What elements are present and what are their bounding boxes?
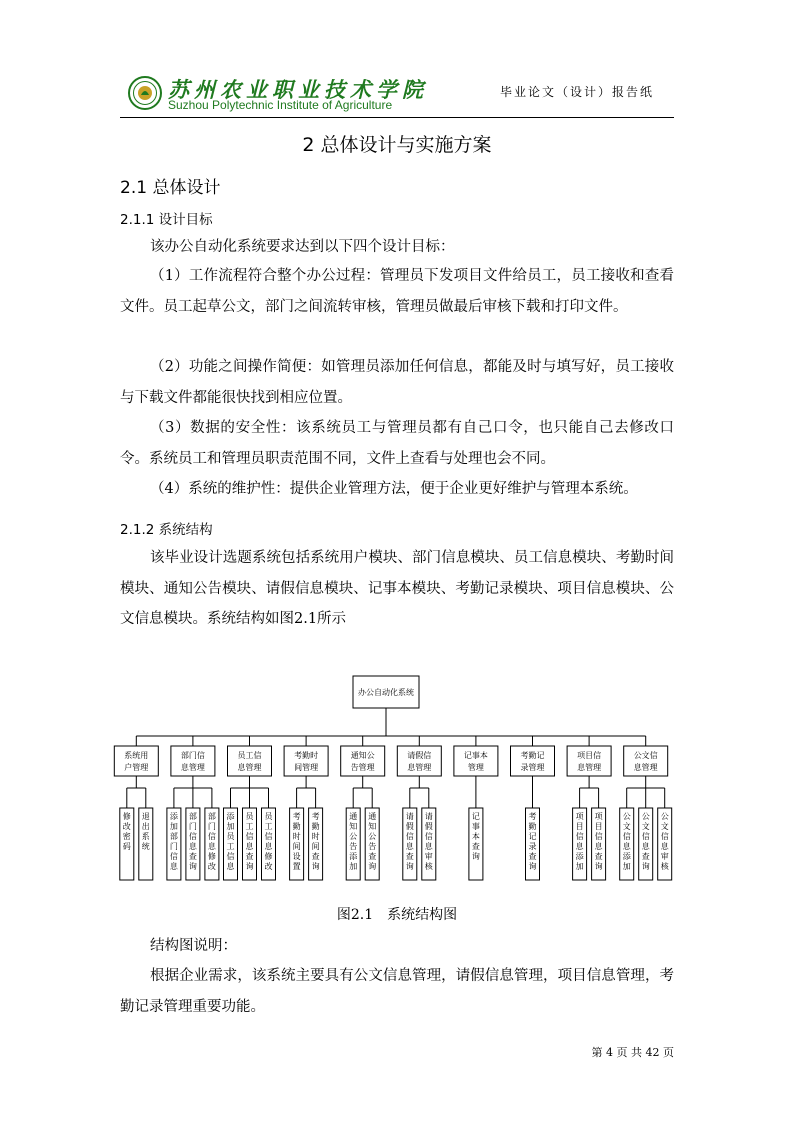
paragraph-goal-3: （3）数据的安全性：该系统员工与管理员都有自己口令，也只能自己去修改口令。系统员工和管理员职责范围不同，文件上查看与处理也会不同。 bbox=[120, 420, 674, 467]
paragraph-goal-4: （4）系统的维护性：提供企业管理方法，便于企业更好维护与管理本系统。 bbox=[150, 481, 638, 497]
diagram-function-label: 公文信息添加 bbox=[622, 812, 631, 871]
system-structure-diagram bbox=[108, 668, 674, 890]
section-title: 2.1 总体设计 bbox=[120, 178, 221, 198]
diagram-module-label-line2: 息管理 bbox=[237, 763, 262, 772]
paragraph-structure: 该毕业设计选题系统包括系统用户模块、部门信息模块、员工信息模块、考勤时间模块、通知公告模块、请假信息模块、记事本模块、考勤记录模块、项目信息模块、公文信息模块。系统结构如图2.1所示 bbox=[120, 550, 674, 627]
header-divider bbox=[120, 117, 674, 118]
diagram-module-label-line2: 管理 bbox=[467, 763, 484, 772]
paragraph-goal-1: （1）工作流程符合整个办公过程：管理员下发项目文件给员工，员工接收和查看文件。员工起草公文，部门之间流转审核，管理员做最后审核下载和打印文件。 bbox=[120, 268, 674, 315]
diagram-function-label: 考勤时间查询 bbox=[311, 812, 320, 871]
diagram-module-label-line2: 息管理 bbox=[577, 763, 602, 772]
subsection-title-goals: 2.1.1 设计目标 bbox=[120, 212, 213, 228]
diagram-module-label: 通知公 bbox=[350, 751, 375, 760]
diagram-module-label: 考勤时 bbox=[294, 751, 319, 760]
figure-caption: 图2.1 系统结构图 bbox=[336, 907, 458, 923]
paragraph-intro: 该办公自动化系统要求达到以下四个设计目标： bbox=[150, 239, 455, 255]
diagram-function-label: 通知公告添加 bbox=[349, 812, 358, 871]
diagram-function-label: 添加部门信息 bbox=[169, 812, 178, 871]
subsection-title-structure: 2.1.2 系统结构 bbox=[120, 522, 213, 538]
diagram-function-label: 部门信息查询 bbox=[188, 812, 197, 871]
diagram-module-label-line2: 录管理 bbox=[520, 763, 545, 772]
diagram-function-label: 员工信息修改 bbox=[264, 812, 273, 871]
diagram-module-label-line2: 户管理 bbox=[124, 763, 149, 772]
diagram-function-label: 公文信息审核 bbox=[660, 812, 669, 871]
document-type-label: 毕业论文（设计）报告纸 bbox=[500, 85, 655, 99]
diagram-function-label: 部门信息修改 bbox=[207, 812, 216, 871]
school-name-chinese: 苏州农业职业技术学院 bbox=[168, 78, 428, 102]
school-seal-logo bbox=[128, 76, 162, 110]
diagram-module-label: 记事本 bbox=[463, 751, 488, 760]
chapter-title: 2 总体设计与实施方案 bbox=[302, 134, 492, 156]
diagram-module-label-line2: 间管理 bbox=[294, 763, 319, 772]
paragraph-goal-2: （2）功能之间操作简便：如管理员添加任何信息，都能及时与填写好，员工接收与下载文件都能很快找到相应位置。 bbox=[120, 359, 674, 406]
diagram-module-label-line2: 告管理 bbox=[350, 763, 375, 772]
diagram-module-label-line2: 息管理 bbox=[407, 763, 432, 772]
diagram-function-label: 员工信息查询 bbox=[245, 812, 254, 871]
diagram-module-label: 考勤记 bbox=[520, 751, 545, 760]
diagram-function-label: 项目信息查询 bbox=[594, 812, 603, 871]
diagram-function-label: 修改密码 bbox=[122, 812, 131, 851]
diagram-module-label-line2: 息管理 bbox=[180, 763, 205, 772]
diagram-module-label: 请假信 bbox=[407, 751, 432, 760]
diagram-function-label: 记事本查询 bbox=[471, 812, 480, 861]
diagram-function-label: 通知公告查询 bbox=[368, 812, 377, 871]
diagram-module-label: 系统用 bbox=[124, 751, 149, 760]
diagram-function-label: 公文信息查询 bbox=[641, 812, 650, 871]
diagram-module-label: 项目信 bbox=[577, 751, 602, 760]
diagram-function-label: 退出系统 bbox=[141, 812, 150, 851]
diagram-function-label: 考勤记录查询 bbox=[528, 812, 537, 871]
paragraph-note: 根据企业需求，该系统主要具有公文信息管理，请假信息管理，项目信息管理，考勤记录管理重要功能。 bbox=[120, 968, 674, 1015]
diagram-function-label: 项目信息添加 bbox=[575, 812, 584, 871]
school-name-english: Suzhou Polytechnic Institute of Agriculture bbox=[168, 98, 393, 112]
page-footer: 第 4 页 共 42 页 bbox=[591, 1046, 674, 1059]
diagram-module-label: 公文信 bbox=[633, 751, 658, 760]
diagram-function-label: 添加员工信息 bbox=[226, 812, 235, 871]
diagram-function-label: 请假信息审核 bbox=[424, 812, 433, 871]
paragraph-note-title: 结构图说明： bbox=[150, 938, 237, 954]
diagram-root-label: 办公自动化系统 bbox=[358, 688, 414, 697]
diagram-module-label-line2: 息管理 bbox=[633, 763, 658, 772]
diagram-function-label: 考勤时间设置 bbox=[292, 812, 301, 871]
diagram-module-label: 部门信 bbox=[180, 751, 205, 760]
diagram-module-label: 员工信 bbox=[237, 751, 262, 760]
diagram-function-label: 请假信息查询 bbox=[405, 812, 414, 871]
